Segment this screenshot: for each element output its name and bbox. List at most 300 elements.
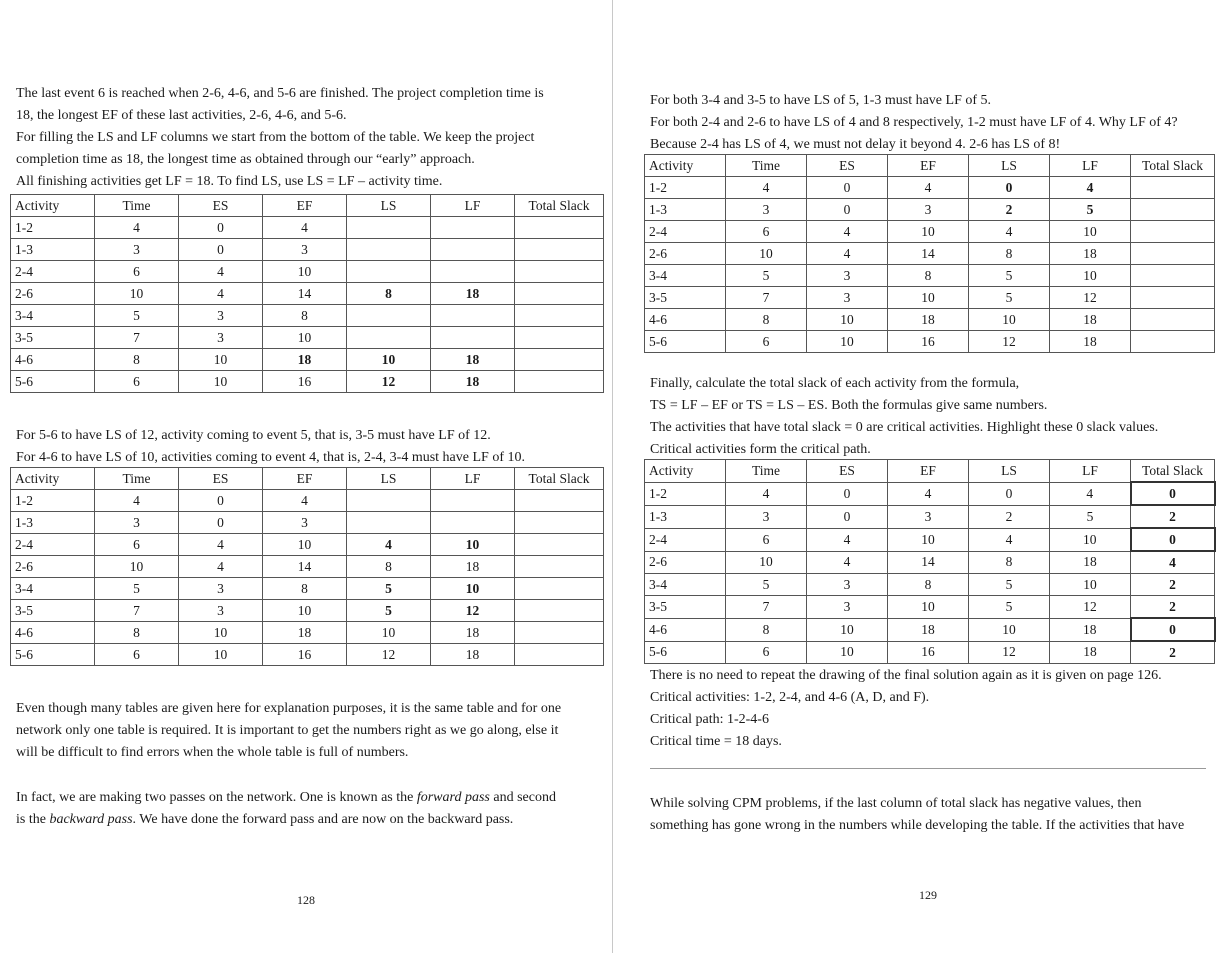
table-row (11, 622, 604, 644)
total-slack-cell (515, 534, 604, 556)
total-slack-cell: 0 (1131, 528, 1215, 551)
lf-cell: 10 (1050, 574, 1131, 596)
table-row (645, 265, 1215, 287)
total-slack-cell: 0 (1131, 482, 1215, 505)
time-cell: 4 (726, 177, 807, 199)
ls-cell: 2 (969, 505, 1050, 528)
total-slack-cell (1131, 199, 1215, 221)
activity-cell: 3-5 (11, 600, 95, 622)
ls-cell (347, 512, 431, 534)
column-header-ef: EF (888, 460, 969, 483)
lf-cell: 10 (1050, 221, 1131, 243)
activity-cell: 4-6 (645, 309, 726, 331)
ls-cell: 5 (969, 265, 1050, 287)
ef-cell: 8 (263, 578, 347, 600)
column-header-ls: LS (969, 460, 1050, 483)
column-header-activity: Activity (11, 195, 95, 217)
table-row (11, 578, 604, 600)
es-cell: 3 (807, 596, 888, 619)
es-cell: 0 (179, 512, 263, 534)
ef-cell: 18 (263, 622, 347, 644)
lf-cell: 12 (1050, 596, 1131, 619)
activity-cell: 1-3 (11, 239, 95, 261)
activity-cell: 4-6 (645, 618, 726, 641)
text-line: For both 2-4 and 2-6 to have LS of 4 and 8 respectively, 1-2 must have LF of 4. Why LF of 4? (650, 115, 1178, 130)
ef-cell: 10 (888, 596, 969, 619)
ls-cell: 5 (969, 574, 1050, 596)
lf-cell (431, 327, 515, 349)
table-row (645, 331, 1215, 353)
table-row (11, 644, 604, 666)
total-slack-cell (515, 512, 604, 534)
ls-cell: 5 (969, 287, 1050, 309)
activity-cell: 3-5 (645, 596, 726, 619)
lf-cell: 18 (1050, 243, 1131, 265)
column-header-lf: LF (431, 195, 515, 217)
activity-cell: 2-6 (645, 243, 726, 265)
text-line: For 4-6 to have LS of 10, activities coming to event 4, that is, 2-4, 3-4 must have LF of 10. (16, 450, 525, 465)
ls-cell: 0 (969, 482, 1050, 505)
total-slack-cell: 2 (1131, 574, 1215, 596)
column-header-lf: LF (1050, 460, 1131, 483)
ls-cell: 10 (969, 618, 1050, 641)
total-slack-cell (515, 217, 604, 239)
activity-cell: 1-2 (645, 177, 726, 199)
cpm-table-backward-complete (644, 154, 1215, 353)
ef-cell: 14 (888, 243, 969, 265)
lf-cell (431, 305, 515, 327)
column-header-es: ES (179, 195, 263, 217)
total-slack-cell: 2 (1131, 505, 1215, 528)
total-slack-cell (515, 239, 604, 261)
table-row (645, 221, 1215, 243)
table-row (11, 349, 604, 371)
ls-cell: 4 (347, 534, 431, 556)
time-cell: 10 (95, 283, 179, 305)
ef-cell: 16 (263, 371, 347, 393)
total-slack-cell (515, 371, 604, 393)
lf-cell: 12 (431, 600, 515, 622)
table-row (11, 490, 604, 512)
ef-cell: 10 (888, 287, 969, 309)
table-row (645, 574, 1215, 596)
ls-cell: 0 (969, 177, 1050, 199)
table-row (645, 528, 1215, 551)
activity-cell: 2-4 (11, 534, 95, 556)
table-row (645, 641, 1215, 664)
table-row (645, 596, 1215, 619)
activity-cell: 2-4 (11, 261, 95, 283)
time-cell: 3 (726, 505, 807, 528)
time-cell: 4 (726, 482, 807, 505)
es-cell: 10 (179, 349, 263, 371)
text-line: Critical activities form the critical path. (650, 442, 871, 457)
time-cell: 3 (726, 199, 807, 221)
column-header-time: Time (726, 155, 807, 177)
column-header-time: Time (95, 468, 179, 490)
lf-cell: 10 (431, 534, 515, 556)
ls-cell (347, 327, 431, 349)
ls-cell (347, 217, 431, 239)
text-line: For filling the LS and LF columns we start from the bottom of the table. We keep the project (16, 130, 535, 145)
time-cell: 3 (95, 512, 179, 534)
ef-cell: 3 (263, 239, 347, 261)
es-cell: 10 (807, 641, 888, 664)
text-line: The last event 6 is reached when 2-6, 4-6, and 5-6 are finished. The project completion time is (16, 86, 544, 101)
column-header-activity: Activity (11, 468, 95, 490)
time-cell: 8 (95, 349, 179, 371)
table-row (645, 309, 1215, 331)
ls-cell: 2 (969, 199, 1050, 221)
table-row (645, 482, 1215, 505)
lf-cell: 10 (431, 578, 515, 600)
total-slack-cell (1131, 243, 1215, 265)
activity-cell: 1-3 (645, 505, 726, 528)
left-page (0, 0, 612, 953)
activity-cell: 2-6 (11, 283, 95, 305)
total-slack-cell: 2 (1131, 596, 1215, 619)
es-cell: 0 (179, 490, 263, 512)
es-cell: 0 (807, 177, 888, 199)
table-row (645, 551, 1215, 574)
ef-cell: 14 (263, 556, 347, 578)
text-line: completion time as 18, the longest time as obtained through our “early” approach. (16, 152, 475, 167)
ef-cell: 8 (888, 265, 969, 287)
es-cell: 3 (179, 600, 263, 622)
total-slack-cell (1131, 309, 1215, 331)
time-cell: 6 (95, 371, 179, 393)
column-header-ef: EF (888, 155, 969, 177)
total-slack-cell (515, 327, 604, 349)
lf-cell: 18 (431, 349, 515, 371)
lf-cell (431, 239, 515, 261)
lf-cell: 12 (1050, 287, 1131, 309)
ef-cell: 10 (263, 327, 347, 349)
table-header-row (645, 155, 1215, 177)
ls-cell: 12 (347, 371, 431, 393)
column-header-ls: LS (969, 155, 1050, 177)
column-header-es: ES (807, 155, 888, 177)
ef-cell: 4 (263, 217, 347, 239)
ls-cell: 12 (347, 644, 431, 666)
es-cell: 10 (807, 309, 888, 331)
text-line: While solving CPM problems, if the last column of total slack has negative values, then (650, 796, 1142, 811)
time-cell: 5 (95, 305, 179, 327)
table-header-row (11, 468, 604, 490)
ef-cell: 10 (263, 261, 347, 283)
es-cell: 4 (807, 551, 888, 574)
activity-cell: 2-6 (11, 556, 95, 578)
activity-cell: 5-6 (11, 371, 95, 393)
ls-cell (347, 239, 431, 261)
explanation-paragraph (16, 698, 561, 764)
lf-cell: 18 (431, 556, 515, 578)
activity-cell: 3-5 (11, 327, 95, 349)
lf-cell: 18 (431, 283, 515, 305)
column-header-es: ES (179, 468, 263, 490)
total-slack-cell: 2 (1131, 641, 1215, 664)
total-slack-cell (515, 349, 604, 371)
table-row (11, 261, 604, 283)
text-line: All finishing activities get LF = 18. To find LS, use LS = LF – activity time. (16, 174, 443, 189)
es-cell: 3 (807, 287, 888, 309)
total-slack-cell (515, 305, 604, 327)
time-cell: 6 (95, 261, 179, 283)
lf-cell: 18 (1050, 331, 1131, 353)
text-line: something has gone wrong in the numbers while developing the table. If the activities that have (650, 818, 1185, 833)
activity-cell: 2-6 (645, 551, 726, 574)
activity-cell: 2-4 (645, 221, 726, 243)
table-row (645, 618, 1215, 641)
column-header-time: Time (95, 195, 179, 217)
time-cell: 5 (726, 574, 807, 596)
column-header-activity: Activity (645, 460, 726, 483)
text-line: Critical activities: 1-2, 2-4, and 4-6 (A, D, and F). (650, 690, 930, 705)
text-line: Finally, calculate the total slack of each activity from the formula, (650, 376, 1020, 391)
lf-cell (431, 217, 515, 239)
activity-cell: 3-4 (11, 578, 95, 600)
table-row (645, 243, 1215, 265)
total-slack-cell (1131, 265, 1215, 287)
time-cell: 10 (726, 243, 807, 265)
ef-cell: 18 (888, 309, 969, 331)
lf-cell: 4 (1050, 482, 1131, 505)
time-cell: 8 (726, 309, 807, 331)
table-row (11, 371, 604, 393)
text-line: Because 2-4 has LS of 4, we must not delay it beyond 4. 2-6 has LS of 8! (650, 137, 1061, 152)
ls-cell: 5 (347, 600, 431, 622)
column-header-es: ES (807, 460, 888, 483)
es-cell: 4 (179, 556, 263, 578)
lf-cell: 18 (431, 622, 515, 644)
ls-cell: 5 (969, 596, 1050, 619)
ef-cell: 10 (888, 221, 969, 243)
activity-cell: 5-6 (645, 641, 726, 664)
es-cell: 3 (807, 265, 888, 287)
lf-cell: 5 (1050, 505, 1131, 528)
time-cell: 7 (95, 327, 179, 349)
lf-cell: 18 (1050, 618, 1131, 641)
ef-cell: 16 (263, 644, 347, 666)
total-slack-cell: 4 (1131, 551, 1215, 574)
es-cell: 3 (807, 574, 888, 596)
activity-cell: 5-6 (645, 331, 726, 353)
ls-cell: 10 (347, 349, 431, 371)
ls-cell: 10 (347, 622, 431, 644)
cpm-table-lf-start (10, 194, 604, 393)
es-cell: 0 (179, 217, 263, 239)
es-cell: 3 (179, 578, 263, 600)
lf-cell: 18 (431, 371, 515, 393)
ef-cell: 3 (263, 512, 347, 534)
es-cell: 4 (807, 528, 888, 551)
activity-cell: 1-2 (11, 217, 95, 239)
total-slack-cell (515, 283, 604, 305)
page-number: 129 (919, 888, 937, 902)
activity-cell: 1-2 (11, 490, 95, 512)
es-cell: 0 (179, 239, 263, 261)
total-slack-cell (515, 261, 604, 283)
ls-cell (347, 490, 431, 512)
right-page (612, 0, 1225, 953)
divider (650, 768, 1206, 769)
ls-cell: 8 (969, 243, 1050, 265)
es-cell: 10 (179, 644, 263, 666)
time-cell: 6 (726, 331, 807, 353)
time-cell: 7 (726, 596, 807, 619)
table-row (11, 600, 604, 622)
time-cell: 3 (95, 239, 179, 261)
table-row (11, 327, 604, 349)
ef-cell: 4 (888, 482, 969, 505)
es-cell: 4 (807, 243, 888, 265)
total-slack-explanation (650, 373, 1158, 461)
total-slack-cell (515, 622, 604, 644)
ls-cell: 4 (969, 528, 1050, 551)
total-slack-cell: 0 (1131, 618, 1215, 641)
ef-cell: 3 (888, 199, 969, 221)
activity-cell: 5-6 (11, 644, 95, 666)
ef-cell: 16 (888, 331, 969, 353)
table-row (11, 534, 604, 556)
activity-cell: 1-3 (645, 199, 726, 221)
text-line: 18, the longest EF of these last activities, 2-6, 4-6, and 5-6. (16, 108, 347, 123)
table-row (11, 217, 604, 239)
lf-cell: 18 (1050, 641, 1131, 664)
lf-cell: 4 (1050, 177, 1131, 199)
column-header-ef: EF (263, 195, 347, 217)
forward-pass-term: forward pass (416, 790, 490, 805)
lf-cell: 10 (1050, 528, 1131, 551)
time-cell: 8 (726, 618, 807, 641)
ef-cell: 18 (263, 349, 347, 371)
text-line: For 5-6 to have LS of 12, activity coming to event 5, that is, 3-5 must have LF of 12. (16, 428, 491, 443)
es-cell: 10 (807, 618, 888, 641)
text-line: will be difficult to find errors when the whole table is full of numbers. (16, 745, 409, 760)
column-header-total-slack: Total Slack (1131, 155, 1215, 177)
ef-cell: 18 (888, 618, 969, 641)
table-header-row (645, 460, 1215, 483)
lf-cell: 10 (1050, 265, 1131, 287)
time-cell: 4 (95, 490, 179, 512)
total-slack-cell (515, 556, 604, 578)
lf-cell (431, 261, 515, 283)
time-cell: 10 (95, 556, 179, 578)
ls-cell: 12 (969, 331, 1050, 353)
time-cell: 6 (726, 221, 807, 243)
es-cell: 4 (179, 283, 263, 305)
passes-paragraph (16, 787, 556, 831)
es-cell: 4 (807, 221, 888, 243)
ef-cell: 14 (263, 283, 347, 305)
ef-cell: 4 (888, 177, 969, 199)
time-cell: 7 (95, 600, 179, 622)
table-row (645, 287, 1215, 309)
text-line: Critical time = 18 days. (650, 734, 782, 749)
ls-cell: 8 (969, 551, 1050, 574)
lf-cell: 18 (1050, 551, 1131, 574)
activity-cell: 3-4 (11, 305, 95, 327)
ls-cell: 8 (347, 556, 431, 578)
activity-cell: 2-4 (645, 528, 726, 551)
time-cell: 7 (726, 287, 807, 309)
es-cell: 10 (179, 371, 263, 393)
ls-cell (347, 305, 431, 327)
table-row (645, 199, 1215, 221)
column-header-ls: LS (347, 195, 431, 217)
lf-cell: 18 (1050, 309, 1131, 331)
column-header-lf: LF (1050, 155, 1131, 177)
text-line: In fact, we are making two passes on the network. One is known as the forward pass and second (16, 790, 556, 805)
column-header-total-slack: Total Slack (515, 468, 604, 490)
cpm-table-event4-5 (10, 467, 604, 666)
table-row (11, 512, 604, 534)
backward-pass-term: backward pass (49, 812, 133, 827)
column-header-ls: LS (347, 468, 431, 490)
ef-cell: 8 (888, 574, 969, 596)
text-line: TS = LF – EF or TS = LS – ES. Both the formulas give same numbers. (650, 398, 1048, 413)
activity-cell: 1-3 (11, 512, 95, 534)
activity-cell: 3-5 (645, 287, 726, 309)
text-line: Even though many tables are given here for explanation purposes, it is the same table and for one (16, 701, 562, 716)
lf-cell: 5 (1050, 199, 1131, 221)
time-cell: 10 (726, 551, 807, 574)
lf-cell (431, 490, 515, 512)
es-cell: 0 (807, 482, 888, 505)
column-header-lf: LF (431, 468, 515, 490)
column-header-time: Time (726, 460, 807, 483)
ef-cell: 10 (263, 600, 347, 622)
es-cell: 4 (179, 261, 263, 283)
ef-cell: 3 (888, 505, 969, 528)
ef-cell: 10 (263, 534, 347, 556)
closing-paragraph (650, 793, 1184, 837)
es-cell: 3 (179, 305, 263, 327)
ls-cell: 4 (969, 221, 1050, 243)
time-cell: 4 (95, 217, 179, 239)
ef-cell: 14 (888, 551, 969, 574)
text-line: The activities that have total slack = 0 are critical activities. Highlight these 0 slack values. (650, 420, 1159, 435)
es-cell: 0 (807, 199, 888, 221)
activity-cell: 3-4 (645, 574, 726, 596)
lf-explanation (650, 90, 1178, 156)
table-row (11, 556, 604, 578)
ls-cell (347, 261, 431, 283)
time-cell: 6 (726, 528, 807, 551)
es-cell: 10 (807, 331, 888, 353)
lf-cell (431, 512, 515, 534)
text-line: Critical path: 1-2-4-6 (650, 712, 769, 727)
es-cell: 0 (807, 505, 888, 528)
table-row (11, 283, 604, 305)
time-cell: 5 (95, 578, 179, 600)
time-cell: 6 (726, 641, 807, 664)
intro-paragraph (16, 83, 544, 193)
table-row (11, 239, 604, 261)
ls-cell: 5 (347, 578, 431, 600)
es-cell: 10 (179, 622, 263, 644)
total-slack-cell (1131, 287, 1215, 309)
ls-cell: 10 (969, 309, 1050, 331)
table-row (11, 305, 604, 327)
time-cell: 5 (726, 265, 807, 287)
time-cell: 6 (95, 534, 179, 556)
time-cell: 8 (95, 622, 179, 644)
page-number: 128 (297, 893, 315, 907)
ls-cell: 8 (347, 283, 431, 305)
table-row (645, 177, 1215, 199)
time-cell: 6 (95, 644, 179, 666)
